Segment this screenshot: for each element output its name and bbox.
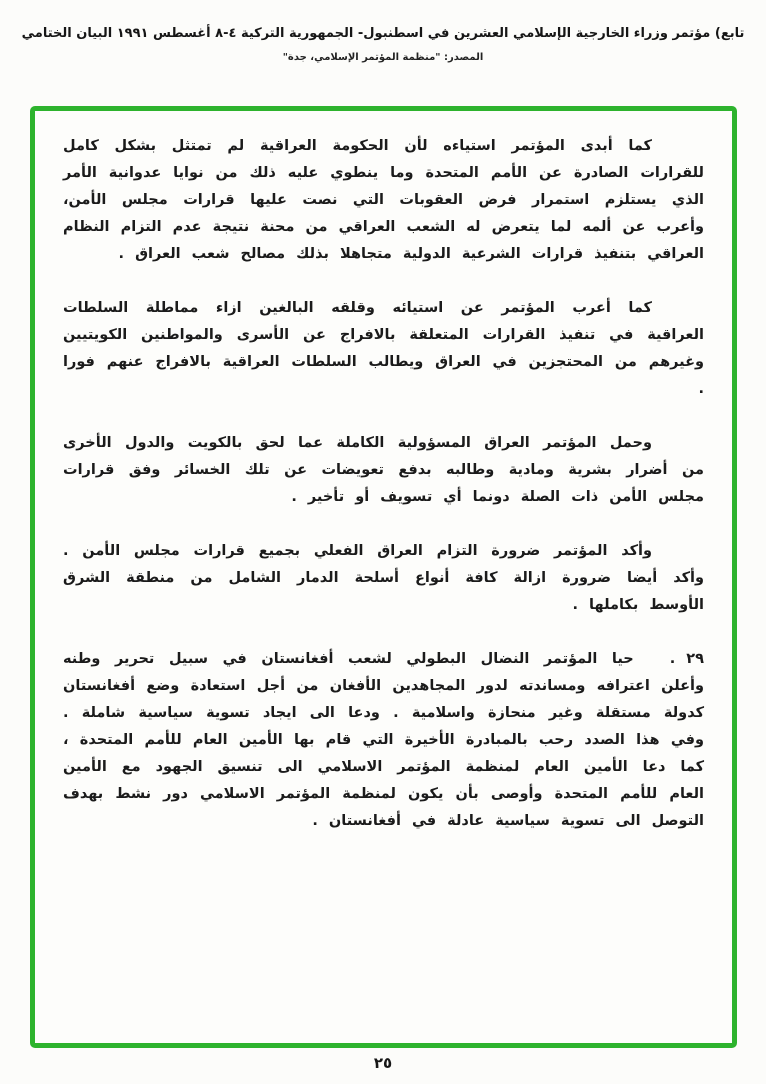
page-number: ٢٥	[373, 1054, 393, 1072]
paragraph-text: وأكد المؤتمر ضرورة التزام العراق الفعلي بجميع قرارات مجلس الأمن . وأكد أيضا ضرورة ازالة كافة أنواع أسلحة الدمار الشامل من منطقة الشرق الأوسط بكاملها .	[63, 543, 704, 613]
paragraph-text: وحمل المؤتمر العراق المسؤولية الكاملة عما لحق بالكويت والدول الأخرى من أضرار بشرية ومادية وطالبه بدفع تعويضات عن تلك الخسائر وفق قرارات مجلس الأمن ذات الصلة دونما أي تسويف أو تأخير .	[63, 435, 704, 505]
document-body-box	[30, 106, 737, 1048]
paragraph	[63, 430, 704, 511]
document-header	[0, 0, 766, 63]
paragraph	[63, 646, 704, 835]
document-title: تابع) مؤتمر وزراء الخارجية الإسلامي العشرين في اسطنبول- الجمهورية التركية ٤-٨ أغسطس ١٩٩١ البيان الختامي	[21, 26, 745, 41]
document-source: المصدر: "منظمة المؤتمر الإسلامي، جدة"	[282, 52, 484, 63]
paragraph-number: ٢٩ .	[669, 651, 704, 667]
paragraph-text: كما أبدى المؤتمر استياءه لأن الحكومة العراقية لم تمتثل بشكل كامل للقرارات الصادرة عن الأمم المتحدة وما ينطوي عليه ذلك من نوايا عدوانية الأمر الذي يستلزم استمرار فرض العقوبات التي نصت عليها قرارات مجلس الأمن، وأعرب عن ألمه لما يتعرض له الشعب العراقي من محنة نتيجة عدم التزام النظام العراقي بتنفيذ قرارات الشرعية الدولية متجاهلا بذلك مصالح شعب العراق .	[63, 138, 704, 262]
paragraph-text: حيا المؤتمر النضال البطولي لشعب أفغانستان في سبيل تحرير وطنه وأعلن اعترافه ومساندته لدور المجاهدين الأفغان من أجل استعادة وضع أفغانستان كدولة مستقلة وغير منحازة واسلامية . ودعا الى ايجاد تسوية سياسية شاملة . وفي هذا الصدد رحب بالمبادرة الأخيرة التي قام بها الأمين العام للأمم المتحدة ، كما دعا الأمين العام لمنظمة المؤتمر الاسلامي الى تنسيق الجهود مع الأمين العام للأمم المتحدة وأوصى بأن يكون لمنظمة المؤتمر الاسلامي دور نشط بهدف التوصل الى تسوية سياسية عادلة في أفغانستان .	[63, 651, 704, 829]
paragraph-text: كما أعرب المؤتمر عن استيائه وقلقه البالغين ازاء مماطلة السلطات العراقية في تنفيذ القرارات المتعلقة بالافراج عن الأسرى والمواطنين الكويتيين وغيرهم من المحتجزين في العراق ويطالب السلطات العراقية بالافراج عنهم فورا .	[63, 300, 704, 397]
paragraph	[63, 295, 704, 403]
paragraph	[63, 133, 704, 268]
paragraph	[63, 538, 704, 619]
